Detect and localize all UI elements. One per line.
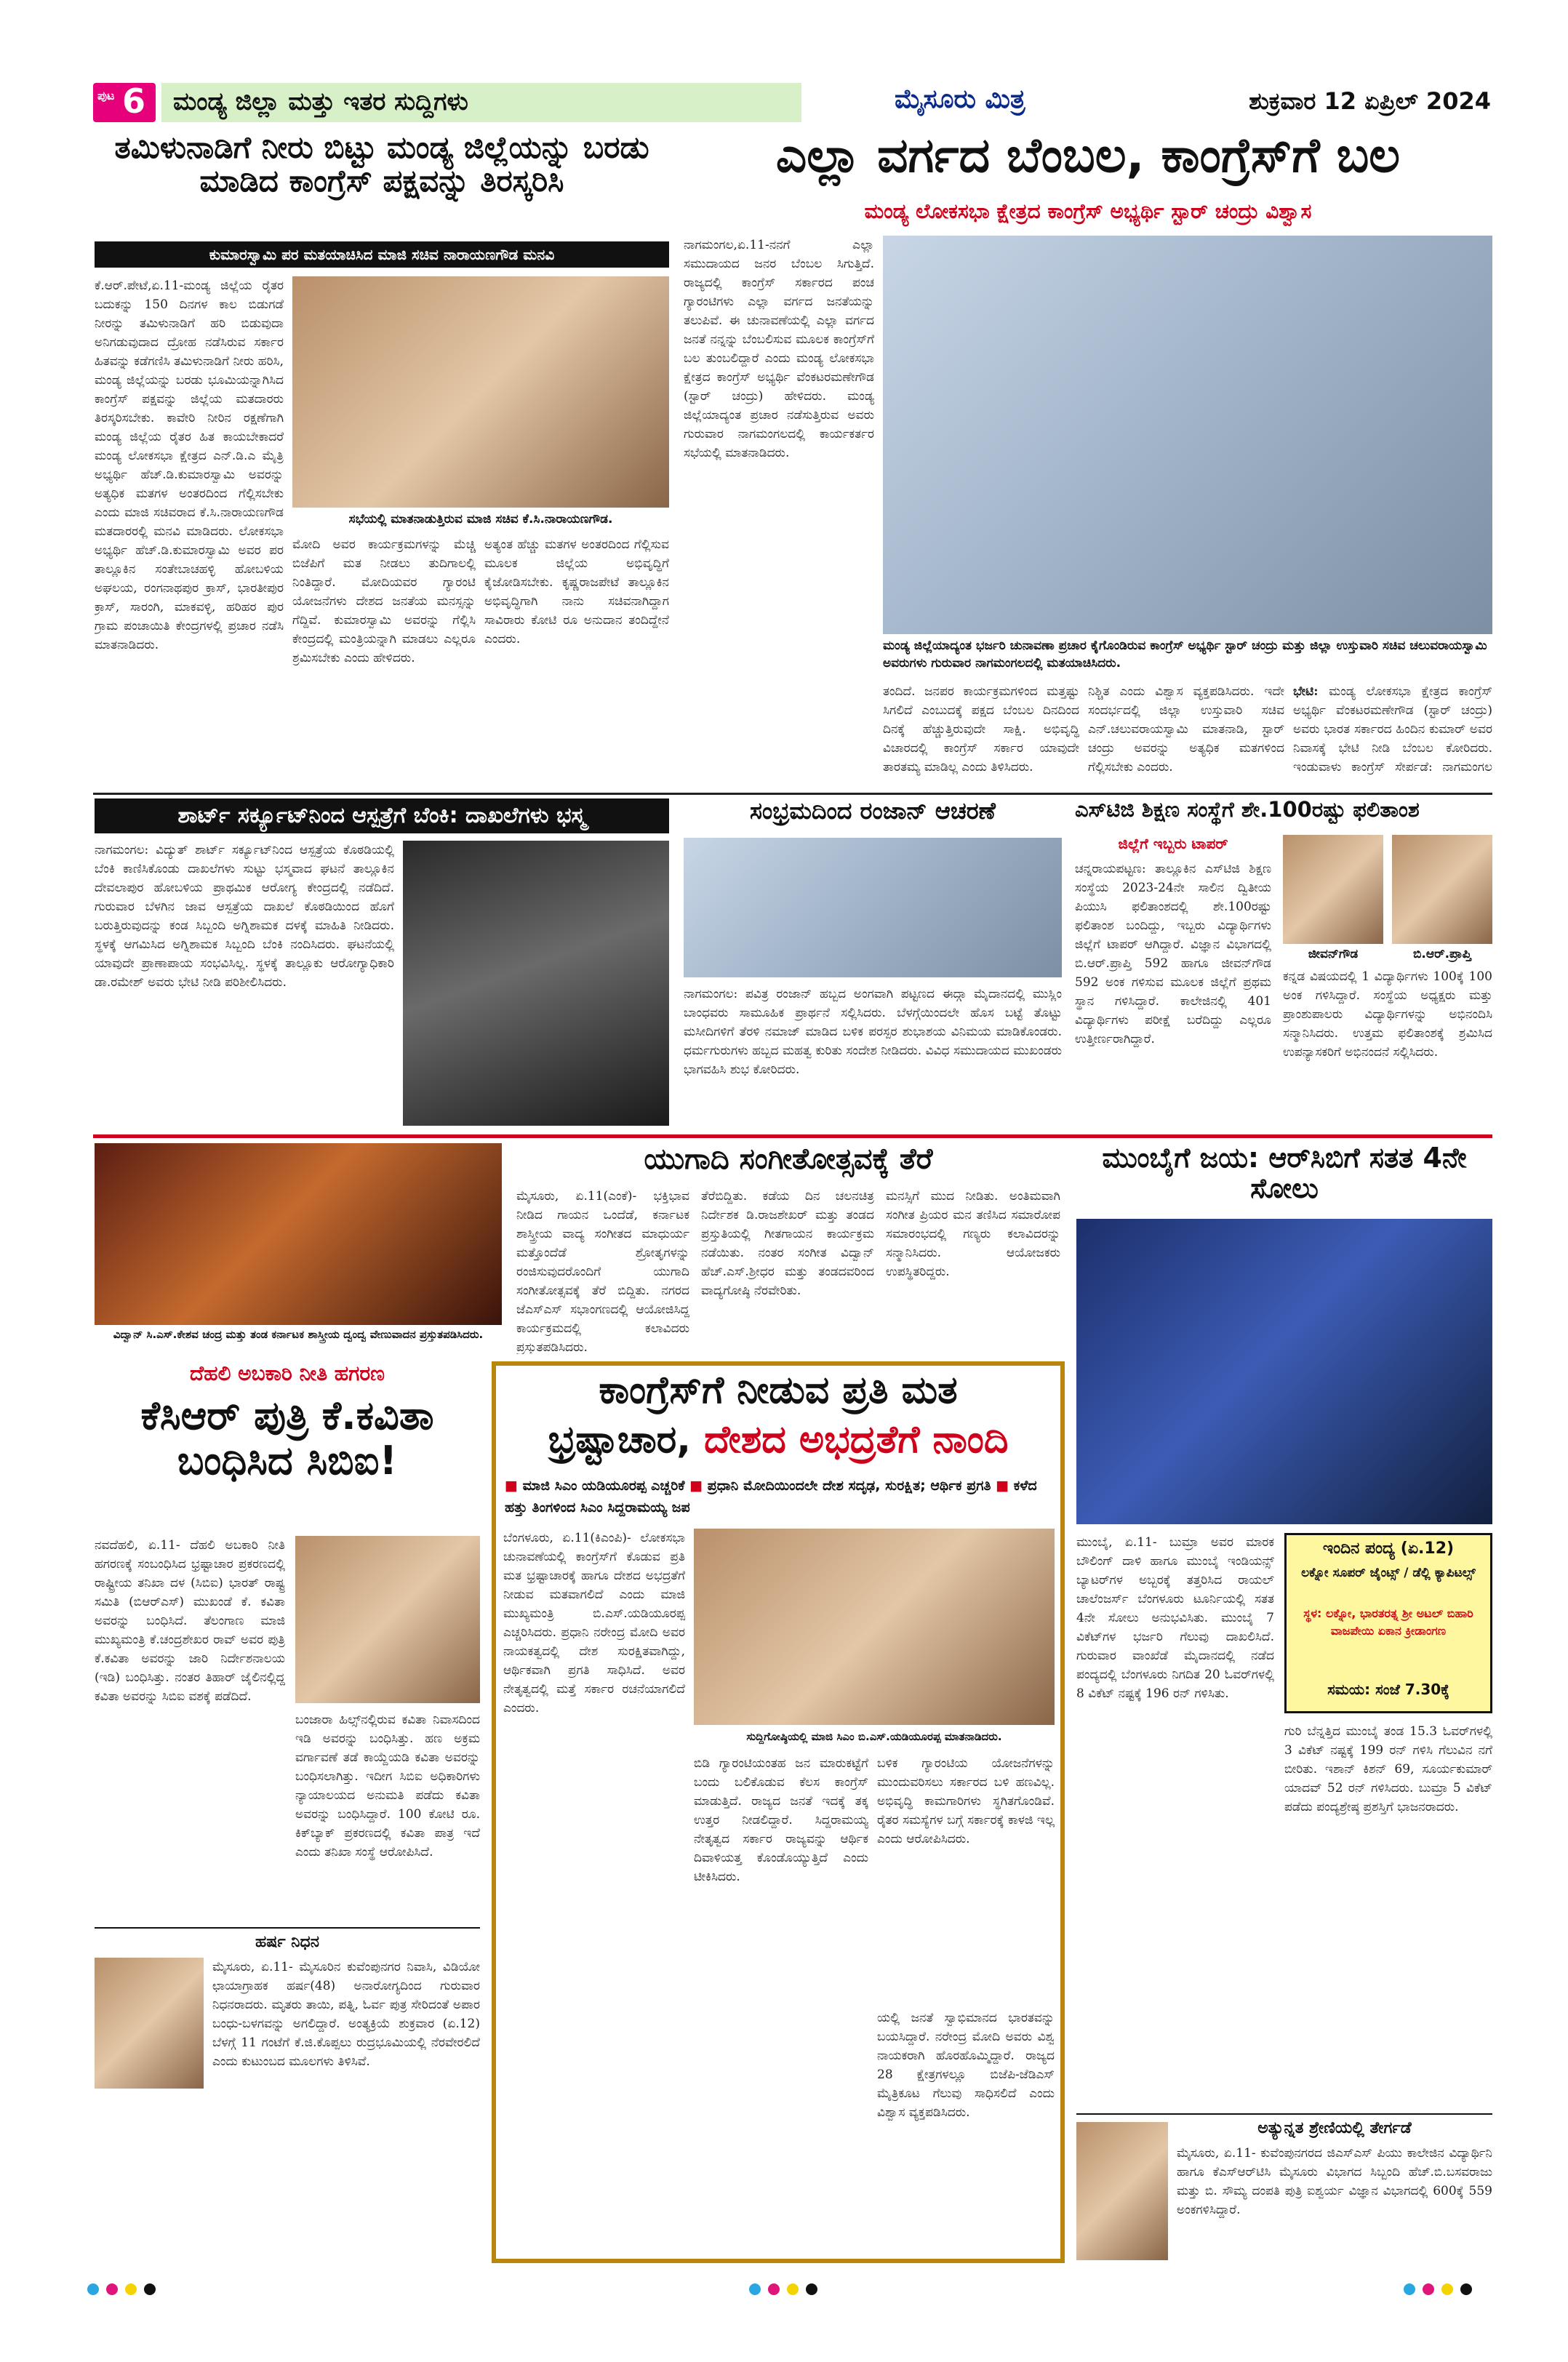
news-photo <box>883 236 1492 634</box>
strap: ಕುಮಾರಸ್ವಾಮಿ ಪರ ಮತಯಾಚಿಸಿದ ಮಾಜಿ ಸಚಿವ ನಾರಾಯಣಗೌಡ ಮನವಿ <box>209 246 555 263</box>
headline-b: ಭ್ರಷ್ಟಾಚಾರ, <box>548 1418 705 1462</box>
concert-photo <box>95 1143 502 1325</box>
todays-match-box <box>1284 1533 1492 1713</box>
col-4-head: ಭೇಟಿ: <box>1293 684 1319 699</box>
headline: ಕೆಸಿಆರ್ ಪುತ್ರಿ ಕೆ.ಕವಿತಾ ಬಂಧಿಸಿದ ಸಿಬಿಐ! <box>140 1393 434 1484</box>
col-4: ಯಲ್ಲಿ ಜನತೆ ಸ್ವಾಭಿಮಾನದ ಭಾರತವನ್ನು ಬಯಸಿದ್ದಾರೆ. ನರೇಂದ್ರ ಮೋದಿ ಅವರು ವಿಶ್ವ ನಾಯಕರಾಗಿ ಹೊರಹೊಮ್ಮಿದ್ದಾರೆ. ರಾಜ್ಯದ 28 ಕ್ಷೇತ್ರಗಳಲ್ಲೂ ಬಿಜೆಪಿ-ಜೆಡಿಎಸ್ ಮೈತ್ರಿಕೂಟ ಗೆಲುವು ಸಾಧಿಸಲಿದೆ ಎಂದು ವಿಶ್ವಾಸ ವ್ಯಕ್ತಪಡಿಸಿದರು. <box>877 2011 1055 2120</box>
headline-band <box>95 798 669 833</box>
magenta-dot <box>1423 2283 1434 2295</box>
obit-photo <box>95 1958 204 2089</box>
kavitha-photo <box>295 1536 480 1703</box>
subhead: ಜಿಲ್ಲೆಗೆ ಇಬ್ಬರು ಟಾಪರ್ <box>1118 835 1228 852</box>
col-2: ಮೋದಿ ಅವರ ಕಾರ್ಯಕ್ರಮಗಳನ್ನು ಮೆಚ್ಚಿ ಬಿಜೆಪಿಗೆ ಮತ ನೀಡಲು ತುದಿಗಾಲಲ್ಲಿ ನಿಂತಿದ್ದಾರೆ. ಮೋದಿಯವರ ಗ್ಯಾರಂಟಿ ಯೋಜನೆಗಳು ದೇಶದ ಜನತೆಯ ಮನಸ್ಸನ್ನು ಗೆದ್ದಿವೆ. ಕುಮಾರಸ್ವಾಮಿ ಅವರನ್ನು ಗೆಲ್ಲಿಸಿ ಕೇಂದ್ರದಲ್ಲಿ ಮಂತ್ರಿಯನ್ನಾಗಿ ಮಾಡಲು ಎಲ್ಲರೂ ಶ್ರಮಿಸಬೇಕು ಎಂದು ಹೇಳಿದರು. <box>292 537 476 665</box>
col-4 <box>1293 682 1492 780</box>
section-title: ಮಂಡ್ಯ ಜಿಲ್ಲಾ ಮತ್ತು ಇತರ ಸುದ್ದಿಗಳು <box>173 87 468 116</box>
section-band <box>161 83 801 122</box>
col-2: ಕನ್ನಡ ವಿಷಯದಲ್ಲಿ 1 ವಿದ್ಯಾರ್ಥಿಗಳು 100ಕ್ಕೆ 100 ಅಂಕ ಗಳಿಸಿದ್ದಾರೆ. ಸಂಸ್ಥೆಯ ಅಧ್ಯಕ್ಷರು ಮತ್ತು ಪ್ರಾಂಶುಪಾಲರು ವಿದ್ಯಾರ್ಥಿಗಳನ್ನು ಅಭಿನಂದಿಸಿ ಸನ್ಮಾನಿಸಿದರು. ಉತ್ತಮ ಫಲಿತಾಂಶಕ್ಕೆ ಶ್ರಮಿಸಿದ ಉಪನ್ಯಾಸಕರಿಗೆ ಅಭಿನಂದನೆ ಸಲ್ಲಿಸಿದರು. <box>1283 969 1492 1060</box>
headline-c: ದೇಶದ ಅಭದ್ರತೆಗೆ ನಾಂದಿ <box>704 1418 1009 1462</box>
story-congress-support <box>684 129 1492 788</box>
photo-caption: ವಿದ್ವಾನ್ ಸಿ.ಎಸ್.ಕೇಶವ ಚಂದ್ರ ಮತ್ತು ತಂಡ ಕರ್ನಾಟಕ ಶಾಸ್ತ್ರೀಯ ದ್ವಂದ್ವ ವೇಣುವಾದನ ಪ್ರಸ್ತುತಪಡಿಸಿದರು. <box>113 1328 484 1341</box>
title: ಅತ್ಯುನ್ನತ ಶ್ರೇಣಿಯಲ್ಲಿ ತೇರ್ಗಡೆ <box>1257 2119 1412 2137</box>
team-photo <box>1076 1219 1492 1524</box>
col-1: ಕೆ.ಆರ್.ಪೇಟೆ,ಏ.11-ಮಂಡ್ಯ ಜಿಲ್ಲೆಯ ರೈತರ ಬದುಕನ್ನು 150 ದಿನಗಳ ಕಾಲ ಬಿಡುಗಡೆ ನೀರನ್ನು ತಮಿಳುನಾಡಿಗೆ ಹರಿ ಬಿಡುವುದಾ ಅನಿಗಡುವುದಾದ ದ್ರೋಹ ನಡೆಸಿರುವ ಸರ್ಕಾರ ಹಿತವನ್ನು ಕಡೆಗಣಿಸಿ ತಮಿಳುನಾಡಿಗೆ ನೀರು ಹರಿಸಿ, ಮಂಡ್ಯ ಜಿಲ್ಲೆಯನ್ನು ಬರಡು ಭೂಮಿಯನ್ನಾಗಿಸಿದ ಕಾಂಗ್ರೆಸ್ ಪಕ್ಷವನ್ನು ಜಿಲ್ಲೆಯ ಮತದಾರರು ತಿರಸ್ಕರಿಸಬೇಕು. ಕಾವೇರಿ ನೀರಿನ ರಕ್ಷಣೆಗಾಗಿ ಮಂಡ್ಯ ಜಿಲ್ಲೆಯ ರೈತರ ಹಿತ ಕಾಯಬೇಕಾದರೆ ಮಂಡ್ಯ ಲೋಕಸಭಾ ಕ್ಷೇತ್ರದ ಎನ್.ಡಿ.ಎ ಮೈತ್ರಿ ಅಭ್ಯರ್ಥಿ ಹೆಚ್.ಡಿ.ಕುಮಾರಸ್ವಾಮಿ ಅವರನ್ನು ಅತ್ಯಧಿಕ ಮತಗಳ ಅಂತರದಿಂದ ಗೆಲ್ಲಿಸಬೇಕು ಎಂದು ಮಾಜಿ ಸಚಿವರಾದ ಕೆ.ಸಿ.ನಾರಾಯಣಗೌಡ ಮತದಾರರಲ್ಲಿ ಮನವಿ ಮಾಡಿದರು. ಲೋಕಸಭಾ ಅಭ್ಯರ್ಥಿ ಹೆಚ್.ಡಿ.ಕುಮಾರಸ್ವಾಮಿ ಅವರ ಪರ ತಾಲ್ಲೂಕಿನ ಸಂತೇಬಾಚಹಳ್ಳಿ ಹೋಬಳಿಯ ಅಘಲಯ, ರಂಗನಾಥಪುರ ಕ್ರಾಸ್, ಭಾರತೀಪುರ ಕ್ರಾಸ್, ಸಾರಂಗಿ, ಮಾಕವಳ್ಳಿ, ಹರಿಹರ ಪುರ ಗ್ರಾಮ ಪಂಚಾಯಿತಿ ಕೇಂದ್ರಗಳಲ್ಲಿ ಪ್ರಚಾರ ನಡೆಸಿ ಮಾತನಾಡಿದರು. <box>95 279 284 652</box>
col-2: ಗುರಿ ಬೆನ್ನತ್ತಿದ ಮುಂಬೈ ತಂಡ 15.3 ಓವರ್‌ಗಳಲ್ಲಿ 3 ವಿಕೆಟ್ ನಷ್ಟಕ್ಕೆ 199 ರನ್ ಗಳಿಸಿ ಗೆಲುವಿನ ನಗೆ ಬೀರಿತು. ಇಶಾನ್ ಕಿಶನ್ 69, ಸೂರ್ಯಕುಮಾರ್ ಯಾದವ್ 52 ರನ್ ಗಳಿಸಿದರು. ಬುಮ್ರಾ 5 ವಿಕೆಟ್ ಪಡೆದು ಪಂದ್ಯಶ್ರೇಷ್ಠ ಪ್ರಶಸ್ತಿಗೆ ಭಾಜನರಾದರು. <box>1284 1724 1492 1814</box>
obituary-harsha <box>95 1927 480 2189</box>
color-registration-dots-center <box>749 2283 851 2298</box>
col-4-body: ಮಂಡ್ಯ ಲೋಕಸಭಾ ಕ್ಷೇತ್ರದ ಕಾಂಗ್ರೆಸ್ ಅಭ್ಯರ್ಥಿ ವೆಂಕಟರಮಣೇಗೌಡ (ಸ್ಟಾರ್ ಚಂದ್ರು) ಅವರು ಭಾರತ ಸರ್ಕಾರದ ಹಿಂದಿನ ಕುಮಾರ್ ಅವರ ನಿವಾಸಕ್ಕೆ ಭೇಟಿ ನೀಡಿ ಬೆಂಬಲ ಕೋರಿದರು. ಇಂಡುವಾಳು ಕಾಂಗ್ರೆಸ್ ಸೇರ್ಪಡೆ: ನಾಗಮಂಗಲ <box>1293 684 1492 774</box>
story-yugadi-music <box>95 1143 1060 1354</box>
student-name-2: ಬಿ.ಆರ್.ಪ್ರಾಪ್ತಿ <box>1412 947 1472 961</box>
student-name-1: ಜೀವನ್‌ಗೌಡ <box>1308 947 1359 961</box>
story-hospital-fire <box>95 798 669 1127</box>
cyan-dot <box>1404 2283 1415 2295</box>
body: ನಾಗಮಂಗಲ: ವಿದ್ಯುತ್ ಶಾರ್ಟ್ ಸರ್ಕ್ಯೂಟ್‌ನಿಂದ ಆಸ್ಪತ್ರೆಯ ಕೊಠಡಿಯಲ್ಲಿ ಬೆಂಕಿ ಕಾಣಿಸಿಕೊಂಡು ದಾಖಲೆಗಳು ಸುಟ್ಟು ಭಸ್ಮವಾದ ಘಟನೆ ತಾಲ್ಲೂಕಿನ ದೇವಲಾಪುರ ಹೋಬಳಿಯ ಪ್ರಾಥಮಿಕ ಆರೋಗ್ಯ ಕೇಂದ್ರದಲ್ಲಿ ನಡೆದಿದೆ. ಗುರುವಾರ ಬೆಳಗಿನ ಜಾವ ಆಸ್ಪತ್ರೆಯ ದಾಖಲೆ ಕೊಠಡಿಯಿಂದ ಹೊಗೆ ಬರುತ್ತಿರುವುದನ್ನು ಕಂಡ ಸಿಬ್ಬಂದಿ ಅಗ್ನಿಶಾಮಕ ದಳಕ್ಕೆ ಮಾಹಿತಿ ನೀಡಿದರು. ಸ್ಥಳಕ್ಕೆ ಆಗಮಿಸಿದ ಅಗ್ನಿಶಾಮಕ ಸಿಬ್ಬಂದಿ ಬೆಂಕಿ ನಂದಿಸಿದರು. ಘಟನೆಯಲ್ಲಿ ಯಾವುದೇ ಪ್ರಾಣಾಪಾಯ ಸಂಭವಿಸಿಲ್ಲ. ಸ್ಥಳಕ್ಕೆ ತಾಲ್ಲೂಕು ಆರೋಗ್ಯಾಧಿಕಾರಿ ಡಾ.ರಮೇಶ್ ಅವರು ಭೇಟಿ ನೀಡಿ ಪರಿಶೀಲಿಸಿದರು. <box>95 843 394 990</box>
body: ನಾಗಮಂಗಲ: ಪವಿತ್ರ ರಂಜಾನ್ ಹಬ್ಬದ ಅಂಗವಾಗಿ ಪಟ್ಟಣದ ಈದ್ಗಾ ಮೈದಾನದಲ್ಲಿ ಮುಸ್ಲಿಂ ಬಾಂಧವರು ಸಾಮೂಹಿಕ ಪ್ರಾರ್ಥನೆ ಸಲ್ಲಿಸಿದರು. ಬೆಳಗ್ಗೆಯಿಂದಲೇ ಹೊಸ ಬಟ್ಟೆ ತೊಟ್ಟು ಮಸೀದಿಗಳಿಗೆ ತೆರಳಿ ನಮಾಜ್ ಮಾಡಿದ ಬಳಿಕ ಪರಸ್ಪರ ಶುಭಾಶಯ ವಿನಿಮಯ ಮಾಡಿಕೊಂಡರು. ಧರ್ಮಗುರುಗಳು ಹಬ್ಬದ ಮಹತ್ವ ಕುರಿತು ಸಂದೇಶ ನೀಡಿದರು. ವಿವಿಧ ಸಮುದಾಯದ ಮುಖಂಡರು ಭಾಗವಹಿಸಿ ಶುಭ ಕೋರಿದರು. <box>684 987 1062 1077</box>
col-3: ಮನಸ್ಸಿಗೆ ಮುದ ನೀಡಿತು. ಅಂತಿಮವಾಗಿ ಸಂಗೀತ ಪ್ರಿಯರ ಮನ ತಣಿಸಿದ ಸಮಾರೋಪ ಸಮಾರಂಭದಲ್ಲಿ ಗಣ್ಯರು ಕಲಾವಿದರನ್ನು ಸನ್ಮಾನಿಸಿದರು. ಆಯೋಜಕರು ಉಪಸ್ಥಿತರಿದ್ದರು. <box>886 1189 1060 1279</box>
black-dot <box>144 2283 156 2295</box>
story-tamilnadu-water <box>95 131 669 785</box>
box-venue: ಸ್ಥಳ: ಲಕ್ನೋ, ಭಾರತರತ್ನ ಶ್ರೀ ಅಟಲ್ ಬಿಹಾರಿ ವಾಜಪೇಯಿ ಏಕಾನ ಕ್ರೀಡಾಂಗಣ <box>1303 1606 1473 1638</box>
headline: ಶಾರ್ಟ್ ಸರ್ಕ್ಯೂಟ್‌ನಿಂದ ಆಸ್ಪತ್ರೆಗೆ ಬೆಂಕಿ: ದಾಖಲೆಗಳು ಭಸ್ಮ <box>177 803 586 828</box>
yellow-dot <box>125 2283 137 2295</box>
photo-caption: ಸುದ್ದಿಗೋಷ್ಠಿಯಲ್ಲಿ ಮಾಜಿ ಸಿಎಂ ಬಿ.ಎಸ್.ಯಡಿಯೂರಪ್ಪ ಮಾತನಾಡಿದರು. <box>746 1730 1002 1743</box>
black-dot <box>1460 2283 1472 2295</box>
bullet-2: ■ ಪ್ರಧಾನಿ ಮೋದಿಯಿಂದಲೇ ದೇಶ ಸದೃಢ, ಸುರಕ್ಷಿತ; ಆರ್ಥಿಕ ಪ್ರಗತಿ <box>689 1478 991 1494</box>
col-2: ಬಿಡಿ ಗ್ಯಾರಂಟಿಯಂತಹ ಜನ ಮಾರುಕಟ್ಟೆಗೆ ಬಂದು ಬಲಿಕೊಡುವ ಕೆಲಸ ಕಾಂಗ್ರೆಸ್ ಮಾಡುತ್ತಿದೆ. ರಾಜ್ಯದ ಜನತೆ ಇದಕ್ಕೆ ತಕ್ಕ ಉತ್ತರ ನೀಡಲಿದ್ದಾರೆ. ಸಿದ್ದರಾಮಯ್ಯ ನೇತೃತ್ವದ ಸರ್ಕಾರ ರಾಜ್ಯವನ್ನು ಆರ್ಥಿಕ ದಿವಾಳಿಯತ್ತ ಕೊಂಡೊಯ್ಯುತ್ತಿದೆ ಎಂದು ಟೀಕಿಸಿದರು. <box>694 1756 868 1884</box>
press-meet-photo <box>694 1529 1055 1725</box>
story-ramzan <box>684 798 1062 1127</box>
bullets <box>505 1475 1055 1521</box>
bullet-1: ■ ಮಾಜಿ ಸಿಎಂ ಯಡಿಯೂರಪ್ಪ ಎಚ್ಚರಿಕೆ <box>505 1478 685 1494</box>
box-time: ಸಮಯ: ಸಂಜೆ 7.30ಕ್ಕೆ <box>1327 1681 1449 1698</box>
black-dot <box>806 2283 817 2295</box>
color-registration-dots-left <box>87 2283 175 2298</box>
issue-date: ಶುಕ್ರವಾರ 12 ಏಪ್ರಿಲ್ 2024 <box>1249 87 1491 115</box>
fire-photo <box>403 841 669 1126</box>
story-yediyurappa <box>492 1361 1065 2263</box>
col-3: ಅತ್ಯಂತ ಹೆಚ್ಚು ಮತಗಳ ಅಂತರದಿಂದ ಗೆಲ್ಲಿಸುವ ಮೂಲಕ ಜಿಲ್ಲೆಯ ಅಭಿವೃದ್ಧಿಗೆ ಕೈಜೋಡಿಸಬೇಕು. ಕೃಷ್ಣರಾಜಪೇಟೆ ತಾಲ್ಲೂಕಿನ ಅಭಿವೃದ್ಧಿಗಾಗಿ ನಾನು ಸಚಿವನಾಗಿದ್ದಾಗ ಸಾವಿರಾರು ಕೋಟಿ ರೂ ಅನುದಾನ ತಂದಿದ್ದೇನೆ ಎಂದರು. <box>484 537 669 646</box>
col-2: ತೆರೆಬಿದ್ದಿತು. ಕಡೆಯ ದಿನ ಚಲನಚಿತ್ರ ನಿರ್ದೇಶಕ ಡಿ.ರಾಜಶೇಖರ್ ಮತ್ತು ತಂಡದ ಪ್ರಸ್ತುತಿಯಲ್ಲಿ ಗೀತಗಾಯನ ಕಾರ್ಯಕ್ರಮ ನಡೆಯಿತು. ನಂತರ ಸಂಗೀತ ವಿದ್ವಾನ್ ಹೆಚ್.ಎಸ್.ಶ್ರೀಧರ ಮತ್ತು ತಂಡದವರಿಂದ ವಾದ್ಯಗೋಷ್ಠಿ ನೆರವೇರಿತು. <box>701 1189 874 1298</box>
cyan-dot <box>749 2283 761 2295</box>
headline: ಎಲ್ಲಾ ವರ್ಗದ ಬೆಂಬಲ, ಕಾಂಗ್ರೆಸ್‌ಗೆ ಬಲ <box>775 127 1401 183</box>
col-1: ಮುಂಬೈ, ಏ.11- ಬುಮ್ರಾ ಅವರ ಮಾರಕ ಬೌಲಿಂಗ್ ದಾಳಿ ಹಾಗೂ ಮುಂಬೈ ಇಂಡಿಯನ್ಸ್ ಬ್ಯಾಟರ್‌ಗಳ ಅಬ್ಬರಕ್ಕೆ ತತ್ತರಿಸಿದ ರಾಯಲ್ ಚಾಲೆಂಜರ್ಸ್ ಬೆಂಗಳೂರು ಟೂರ್ನಿಯಲ್ಲಿ ಸತತ 4ನೇ ಸೋಲು ಅನುಭವಿಸಿತು. ಮುಂಬೈ 7 ವಿಕೆಟ್‌ಗಳ ಭರ್ಜರಿ ಗೆಲುವು ದಾಖಲಿಸಿದೆ. ಗುರುವಾರ ವಾಂಖೆಡೆ ಮೈದಾನದಲ್ಲಿ ನಡೆದ ಪಂದ್ಯದಲ್ಲಿ ಬೆಂಗಳೂರು ನಿಗದಿತ 20 ಓವರ್‌ಗಳಲ್ಲಿ 8 ವಿಕೆಟ್ ನಷ್ಟಕ್ಕೆ 196 ರನ್ ಗಳಿಸಿತು. <box>1076 1535 1274 1701</box>
paper-name: ಮೈಸೂರು ಮಿತ್ರ <box>895 84 1025 114</box>
kicker: ದೆಹಲಿ ಅಬಕಾರಿ ನೀತಿ ಹಗರಣ <box>189 1361 385 1385</box>
col-3: ನಿಶ್ಚಿತ ಎಂದು ವಿಶ್ವಾಸ ವ್ಯಕ್ತಪಡಿಸಿದರು. ಇದೇ ಸಂದರ್ಭದಲ್ಲಿ ಜಿಲ್ಲಾ ಉಸ್ತುವಾರಿ ಸಚಿವ ಎನ್.ಚಲುವರಾಯಸ್ವಾಮಿ ಮಾತನಾಡಿ, ಸ್ಟಾರ್ ಚಂದ್ರು ಅವರನ್ನು ಅತ್ಯಧಿಕ ಮತಗಳಿಂದ ಗೆಲ್ಲಿಸಬೇಕು ಎಂದರು. <box>1088 684 1284 774</box>
box-title: ಇಂದಿನ ಪಂದ್ಯ (ಏ.12) <box>1322 1540 1455 1558</box>
cyan-dot <box>87 2283 99 2295</box>
magenta-dot <box>106 2283 118 2295</box>
story-topper <box>1076 2113 1492 2263</box>
col-1: ಮೈಸೂರು, ಏ.11(ಎಂಕೆ)- ಭಕ್ತಿಭಾವ ನೀಡಿದ ಗಾಯನ ಒಂದೆಡೆ, ಕರ್ನಾಟಕ ಶಾಸ್ತ್ರೀಯ ವಾದ್ಯ ಸಂಗೀತದ ಮಾಧುರ್ಯ ಮತ್ತೊಂದೆಡೆ ಶ್ರೋತೃಗಳನ್ನು ರಂಜಿಸುವುದರೊಂದಿಗೆ ಯುಗಾದಿ ಸಂಗೀತೋತ್ಸವಕ್ಕೆ ತೆರೆ ಬಿದ್ದಿತು. ನಗರದ ಜೆಎಸ್‌ಎಸ್ ಸಭಾಂಗಣದಲ್ಲಿ ಆಯೋಜಿಸಿದ್ದ ಕಾರ್ಯಕ್ರಮದಲ್ಲಿ ಕಲಾವಿದರು ಪ್ರಸ್ತುತಪಡಿಸಿದರು. <box>516 1189 689 1354</box>
col-1: ಚನ್ನರಾಯಪಟ್ಟಣ: ತಾಲ್ಲೂಕಿನ ಎಸ್‌ಟಿಜಿ ಶಿಕ್ಷಣ ಸಂಸ್ಥೆಯ 2023-24ನೇ ಸಾಲಿನ ದ್ವಿತೀಯ ಪಿಯುಸಿ ಫಲಿತಾಂಶದಲ್ಲಿ ಶೇ.100ರಷ್ಟು ಫಲಿತಾಂಶ ಬಂದಿದ್ದು, ಇಬ್ಬರು ವಿದ್ಯಾರ್ಥಿಗಳು ಜಿಲ್ಲೆಗೆ ಟಾಪರ್ ಆಗಿದ್ದಾರೆ. ವಿಜ್ಞಾನ ವಿಭಾಗದಲ್ಲಿ ಬಿ.ಆರ್.ಪ್ರಾಪ್ತಿ 592 ಹಾಗೂ ಜೀವನ್‌ಗೌಡ 592 ಅಂಕ ಗಳಿಸುವ ಮೂಲಕ ಜಿಲ್ಲೆಗೆ ಪ್ರಥಮ ಸ್ಥಾನ ಗಳಿಸಿದ್ದಾರೆ. ಕಾಲೇಜಿನಲ್ಲಿ 401 ವಿದ್ಯಾರ್ಥಿಗಳು ಪರೀಕ್ಷೆ ಬರೆದಿದ್ದು ಎಲ್ಲರೂ ಉತ್ತೀರ್ಣರಾಗಿದ್ದಾರೆ. <box>1075 862 1271 1046</box>
student-photo-2 <box>1392 835 1492 944</box>
col-2: ತಂದಿದೆ. ಜನಪರ ಕಾರ್ಯಕ್ರಮಗಳಿಂದ ಮತ್ತಷ್ಟು ಸಿಗಲಿದೆ ಎಂಬುದಕ್ಕೆ ಪಕ್ಷದ ಬೆಂಬಲ ದಿನದಿಂದ ದಿನಕ್ಕೆ ಹೆಚ್ಚುತ್ತಿರುವುದೇ ಸಾಕ್ಷಿ. ಅಭಿವೃದ್ಧಿ ವಿಚಾರದಲ್ಲಿ ಕಾಂಗ್ರೆಸ್ ಸರ್ಕಾರ ಯಾವುದೇ ತಾರತಮ್ಯ ಮಾಡಿಲ್ಲ ಎಂದು ತಿಳಿಸಿದರು. <box>883 684 1079 774</box>
headline: ಮುಂಬೈಗೆ ಜಯ: ಆರ್‌ಸಿಬಿಗೆ ಸತತ 4ನೇ ಸೋಲು <box>1102 1142 1467 1204</box>
col-3: ಬಳಿಕ ಗ್ಯಾರಂಟಿಯ ಯೋಜನೆಗಳನ್ನು ಮುಂದುವರಿಸಲು ಸರ್ಕಾರದ ಬಳಿ ಹಣವಿಲ್ಲ. ಅಭಿವೃದ್ಧಿ ಕಾಮಗಾರಿಗಳು ಸ್ಥಗಿತಗೊಂಡಿವೆ. ರೈತರ ಸಮಸ್ಯೆಗಳ ಬಗ್ಗೆ ಸರ್ಕಾರಕ್ಕೆ ಕಾಳಜಿ ಇಲ್ಲ ಎಂದು ಆರೋಪಿಸಿದರು. <box>877 1756 1055 1846</box>
bullet-3: ■ ಕಳೆದ ಹತ್ತು ತಿಂಗಳಿಂದ ಸಿಎಂ ಸಿದ್ದರಾಮಯ್ಯ ಜಪ <box>505 1478 1037 1516</box>
headline: ತಮಿಳುನಾಡಿಗೆ ನೀರು ಬಿಟ್ಟು ಮಂಡ್ಯ ಜಿಲ್ಲೆಯನ್ನು ಬರಡು ಮಾಡಿದ ಕಾಂಗ್ರೆಸ್ ಪಕ್ಷವನ್ನು ತಿರಸ್ಕರಿಸಿ <box>114 129 649 199</box>
masthead <box>80 80 1491 125</box>
col-2: ಬಂಜಾರಾ ಹಿಲ್ಸ್‌ನಲ್ಲಿರುವ ಕವಿತಾ ನಿವಾಸದಿಂದ ಇಡಿ ಅವರನ್ನು ಬಂಧಿಸಿತ್ತು. ಹಣ ಅಕ್ರಮ ವರ್ಗಾವಣೆ ತಡೆ ಕಾಯ್ದೆಯಡಿ ಕವಿತಾ ಅವರನ್ನು ಬಂಧಿಸಲಾಗಿತ್ತು. ಇದೀಗ ಸಿಬಿಐ ಅಧಿಕಾರಿಗಳು ನ್ಯಾಯಾಲಯದ ಅನುಮತಿ ಪಡೆದು ಕವಿತಾ ಅವರನ್ನು ಬಂಧಿಸಿದ್ದಾರೆ. 100 ಕೋಟಿ ರೂ. ಕಿಕ್‌ಬ್ಯಾಕ್ ಪ್ರಕರಣದಲ್ಲಿ ಕವಿತಾ ಪಾತ್ರ ಇದೆ ಎಂದು ತನಿಖಾ ಸಂಸ್ಥೆ ಆರೋಪಿಸಿದೆ. <box>295 1713 480 1859</box>
body: ಮೈಸೂರು, ಏ.11- ಕುವೆಂಪುನಗರದ ಜಿಎಸ್‌ಎಸ್ ಪಿಯು ಕಾಲೇಜಿನ ವಿದ್ಯಾರ್ಥಿನಿ ಹಾಗೂ ಕೆಎಸ್‌ಆರ್‌ಟಿಸಿ ಮೈಸೂರು ವಿಭಾಗದ ಸಿಬ್ಬಂದಿ ಹೆಚ್.ಬಿ.ಬಸವರಾಜು ಮತ್ತು ಬಿ. ಸೌಮ್ಯ ದಂಪತಿ ಪುತ್ರಿ ಐಶ್ವರ್ಯ ವಿಜ್ಞಾನ ವಿಭಾಗದಲ್ಲಿ 600ಕ್ಕೆ 559 ಅಂಕಗಳಿಸಿದ್ದಾರೆ. <box>1177 2146 1492 2217</box>
photo-caption: ಸಭೆಯಲ್ಲಿ ಮಾತನಾಡುತ್ತಿರುವ ಮಾಜಿ ಸಚಿವ ಕೆ.ಸಿ.ನಾರಾಯಣಗೌಡ. <box>348 512 613 527</box>
red-divider <box>93 1134 1492 1138</box>
story-ipl-mumbai <box>1076 1143 1492 2263</box>
divider <box>93 793 1492 795</box>
student-photo-1 <box>1283 835 1383 944</box>
subhead: ಮಂಡ್ಯ ಲೋಕಸಭಾ ಕ್ಷೇತ್ರದ ಕಾಂಗ್ರೆಸ್ ಅಭ್ಯರ್ಥಿ ಸ್ಟಾರ್ ಚಂದ್ರು ವಿಶ್ವಾಸ <box>864 199 1312 223</box>
news-photo <box>292 276 669 508</box>
prayer-photo <box>684 838 1062 977</box>
col-1: ಬೆಂಗಳೂರು, ಏ.11(ಕಿಎಂಪಿ)- ಲೋಕಸಭಾ ಚುನಾವಣೆಯಲ್ಲಿ ಕಾಂಗ್ರೆಸ್‌ಗೆ ಕೊಡುವ ಪ್ರತಿ ಮತ ಭ್ರಷ್ಟಾಚಾರಕ್ಕೆ ಹಾಗೂ ದೇಶದ ಅಭದ್ರತೆಗೆ ನೀಡುವ ಮತವಾಗಲಿದೆ ಎಂದು ಮಾಜಿ ಮುಖ್ಯಮಂತ್ರಿ ಬಿ.ಎಸ್.ಯಡಿಯೂರಪ್ಪ ಎಚ್ಚರಿಸಿದರು. ಪ್ರಧಾನಿ ನರೇಂದ್ರ ಮೋದಿ ಅವರ ನಾಯಕತ್ವದಲ್ಲಿ ದೇಶ ಸುರಕ್ಷಿತವಾಗಿದ್ದು, ಆರ್ಥಿಕವಾಗಿ ಪ್ರಗತಿ ಸಾಧಿಸಿದೆ. ಅವರ ನೇತೃತ್ವದಲ್ಲಿ ಮತ್ತೆ ಸರ್ಕಾರ ರಚನೆಯಾಗಲಿದೆ ಎಂದರು. <box>503 1531 685 1716</box>
yellow-dot <box>1441 2283 1453 2295</box>
box-match: ಲಕ್ನೋ ಸೂಪರ್ ಜೈಂಟ್ಸ್ / ಡೆಲ್ಲಿ ಕ್ಯಾಪಿಟಲ್ಸ್ <box>1301 1566 1476 1580</box>
page-number-badge <box>93 83 156 122</box>
magenta-dot <box>768 2283 780 2295</box>
page-number: 6 <box>122 81 146 121</box>
obit-body: ಮೈಸೂರು, ಏ.11- ಮೈಸೂರಿನ ಕುವೆಂಪುನಗರ ನಿವಾಸಿ, ವಿಡಿಯೋ ಛಾಯಾಗ್ರಾಹಕ ಹರ್ಷ(48) ಅನಾರೋಗ್ಯದಿಂದ ಗುರುವಾರ ನಿಧನರಾದರು. ಮೃತರು ತಾಯಿ, ಪತ್ನಿ, ಓರ್ವ ಪುತ್ರ ಸೇರಿದಂತೆ ಅಪಾರ ಬಂಧು-ಬಳಗವನ್ನು ಅಗಲಿದ್ದಾರೆ. ಅಂತ್ಯಕ್ರಿಯೆ ಶುಕ್ರವಾರ (ಏ.12) ಬೆಳಗ್ಗೆ 11 ಗಂಟೆಗೆ ಕೆ.ಜಿ.ಕೊಪ್ಪಲು ರುದ್ರಭೂಮಿಯಲ್ಲಿ ನೆರವೇರಲಿದೆ ಎಂದು ಕುಟುಂಬದ ಮೂಲಗಳು ತಿಳಿಸಿವೆ. <box>212 1960 480 2069</box>
yellow-dot <box>787 2283 799 2295</box>
headline-line-2 <box>502 1420 1055 1468</box>
student-photo <box>1076 2122 1168 2260</box>
headline: ಸಂಭ್ರಮದಿಂದ ರಂಜಾನ್ ಆಚರಣೆ <box>750 797 996 825</box>
color-registration-dots-right <box>1404 2283 1491 2298</box>
page-label: ಪುಟ <box>97 89 115 103</box>
strap-band <box>95 241 669 268</box>
headline-line-1: ಕಾಂಗ್ರೆಸ್‌ಗೆ ನೀಡುವ ಪ್ರತಿ ಮತ <box>599 1369 958 1412</box>
col-1: ನಾಗಮಂಗಲ,ಏ.11-ನನಗೆ ಎಲ್ಲಾ ಸಮುದಾಯದ ಜನರ ಬೆಂಬಲ ಸಿಗುತ್ತಿದೆ. ರಾಜ್ಯದಲ್ಲಿ ಕಾಂಗ್ರೆಸ್ ಸರ್ಕಾರದ ಪಂಚ ಗ್ಯಾರಂಟಿಗಳು ಎಲ್ಲಾ ವರ್ಗದ ಜನತೆಯನ್ನು ತಲುಪಿವೆ. ಈ ಚುನಾವಣೆಯಲ್ಲಿ ಎಲ್ಲಾ ವರ್ಗದ ಜನತೆ ನನ್ನನ್ನು ಬೆಂಬಲಿಸುವ ಮೂಲಕ ಕಾಂಗ್ರೆಸ್‌ಗೆ ಬಲ ತುಂಬಲಿದ್ದಾರೆ ಎಂದು ಮಂಡ್ಯ ಲೋಕಸಭಾ ಕ್ಷೇತ್ರದ ಕಾಂಗ್ರೆಸ್ ಅಭ್ಯರ್ಥಿ ವೆಂಕಟರಮಣೇಗೌಡ (ಸ್ಟಾರ್ ಚಂದ್ರು) ಹೇಳಿದರು. ಮಂಡ್ಯ ಜಿಲ್ಲೆಯಾದ್ಯಂತ ಪ್ರಚಾರ ನಡೆಸುತ್ತಿರುವ ಅವರು ಗುರುವಾರ ನಾಗಮಂಗಲದಲ್ಲಿ ಕಾರ್ಯಕರ್ತರ ಸಭೆಯಲ್ಲಿ ಮಾತನಾಡಿದರು. <box>684 238 874 460</box>
story-stg-results <box>1075 798 1492 1127</box>
col-1: ನವದೆಹಲಿ, ಏ.11- ದೆಹಲಿ ಅಬಕಾರಿ ನೀತಿ ಹಗರಣಕ್ಕೆ ಸಂಬಂಧಿಸಿದ ಭ್ರಷ್ಟಾಚಾರ ಪ್ರಕರಣದಲ್ಲಿ ರಾಷ್ಟ್ರೀಯ ತನಿಖಾ ದಳ (ಸಿಬಿಐ) ಭಾರತ್ ರಾಷ್ಟ್ರ ಸಮಿತಿ (ಬಿಆರ್‌ಎಸ್) ಮುಖಂಡೆ ಕೆ. ಕವಿತಾ ಅವರನ್ನು ಬಂಧಿಸಿದೆ. ತೆಲಂಗಾಣ ಮಾಜಿ ಮುಖ್ಯಮಂತ್ರಿ ಕೆ.ಚಂದ್ರಶೇಖರ ರಾವ್ ಅವರ ಪುತ್ರಿ ಕೆ.ಕವಿತಾ ಅವರನ್ನು ಜಾರಿ ನಿರ್ದೇಶನಾಲಯ (ಇಡಿ) ಬಂಧಿಸಿತ್ತು. ನಂತರ ತಿಹಾರ್ ಜೈಲಿನಲ್ಲಿದ್ದ ಕವಿತಾ ಅವರನ್ನು ಸಿಬಿಐ ವಶಕ್ಕೆ ಪಡೆದಿದೆ. <box>95 1538 285 1704</box>
photo-caption: ಮಂಡ್ಯ ಜಿಲ್ಲೆಯಾದ್ಯಂತ ಭರ್ಜರಿ ಚುನಾವಣಾ ಪ್ರಚಾರ ಕೈಗೊಂಡಿರುವ ಕಾಂಗ್ರೆಸ್ ಅಭ್ಯರ್ಥಿ ಸ್ಟಾರ್ ಚಂದ್ರು ಮತ್ತು ಜಿಲ್ಲಾ ಉಸ್ತುವಾರಿ ಸಚಿವ ಚಲುವರಾಯಸ್ವಾಮಿ ಅವರುಗಳು ಗುರುವಾರ ನಾಗಮಂಗಲದಲ್ಲಿ ಮತಯಾಚಿಸಿದರು. <box>883 638 1487 670</box>
obit-title: ಹರ್ಷ ನಿಧನ <box>255 1933 319 1951</box>
headline: ಎಸ್‌ಟಿಜಿ ಶಿಕ್ಷಣ ಸಂಸ್ಥೆಗೆ ಶೇ.100ರಷ್ಟು ಫಲಿತಾಂಶ <box>1075 797 1420 822</box>
headline: ಯುಗಾದಿ ಸಂಗೀತೋತ್ಸವಕ್ಕೆ ತೆರೆ <box>644 1142 933 1176</box>
